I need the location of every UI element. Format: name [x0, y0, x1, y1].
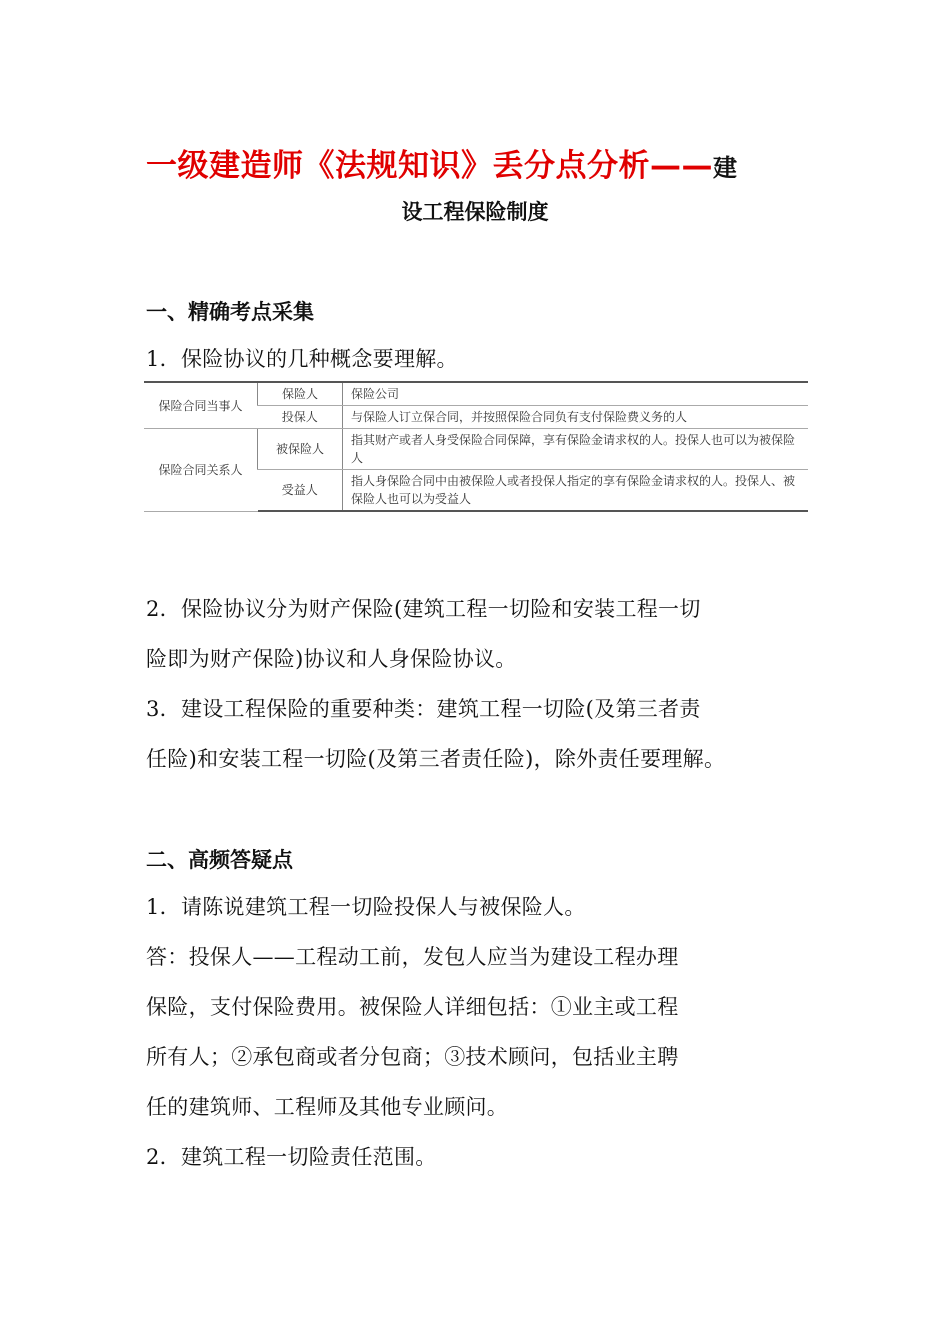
section1-item-2-line-1: 2．保险协议分为财产保险(建筑工程一切险和安装工程一切	[146, 597, 701, 621]
table-desc-cell: 与保险人订立保合同，并按照保险合同负有支付保险费义务的人	[343, 406, 809, 429]
document-title	[146, 140, 826, 185]
table-desc-cell: 指其财产或者人身受保险合同保障，享有保险金请求权的人。投保人也可以为被保险人	[343, 429, 809, 470]
section2-answer-1-line-2: 保险，支付保险费用。被保险人详细包括：①业主或工程	[146, 995, 679, 1019]
table-group-cell: 保险合同关系人	[144, 429, 258, 512]
table-group-cell: 保险合同当事人	[144, 382, 258, 429]
table-role-cell: 保险人	[258, 382, 343, 406]
section-heading-1: 一、精确考点采集	[146, 300, 314, 324]
section1-item-3-line-2: 任险)和安装工程一切险(及第三者责任险)，除外责任要理解。	[146, 747, 726, 771]
table-row	[144, 429, 808, 470]
section2-question-1: 1．请陈说建筑工程一切险投保人与被保险人。	[146, 895, 586, 919]
section1-item-2-line-2: 险即为财产保险)协议和人身保险协议。	[146, 647, 517, 671]
table-role-cell: 投保人	[258, 406, 343, 429]
table-role-cell: 被保险人	[258, 429, 343, 470]
document-title-continued: 设工程保险制度	[401, 200, 549, 224]
title-black-text: 建	[713, 154, 737, 182]
section-heading-2: 二、高频答疑点	[146, 848, 293, 872]
table-desc-cell: 指人身保险合同中由被保险人或者投保人指定的享有保险金请求权的人。投保人、被保险人也可以为受益人	[343, 470, 809, 512]
insurance-parties-table	[144, 381, 808, 512]
title-red-text: 一级建造师《法规知识》丢分点分析——	[146, 148, 713, 184]
section1-item-1: 1．保险协议的几种概念要理解。	[146, 347, 458, 371]
table-desc-cell: 保险公司	[343, 382, 809, 406]
section2-answer-1-line-4: 任的建筑师、工程师及其他专业顾问。	[146, 1095, 509, 1119]
section2-answer-1-line-3: 所有人；②承包商或者分包商；③技术顾问，包括业主聘	[146, 1045, 679, 1069]
section2-question-2: 2．建筑工程一切险责任范围。	[146, 1145, 437, 1169]
table-row	[144, 382, 808, 406]
section2-answer-1-line-1: 答：投保人——工程动工前，发包人应当为建设工程办理	[146, 945, 679, 969]
section1-item-3-line-1: 3．建设工程保险的重要种类：建筑工程一切险(及第三者责	[146, 697, 701, 721]
table-role-cell: 受益人	[258, 470, 343, 512]
